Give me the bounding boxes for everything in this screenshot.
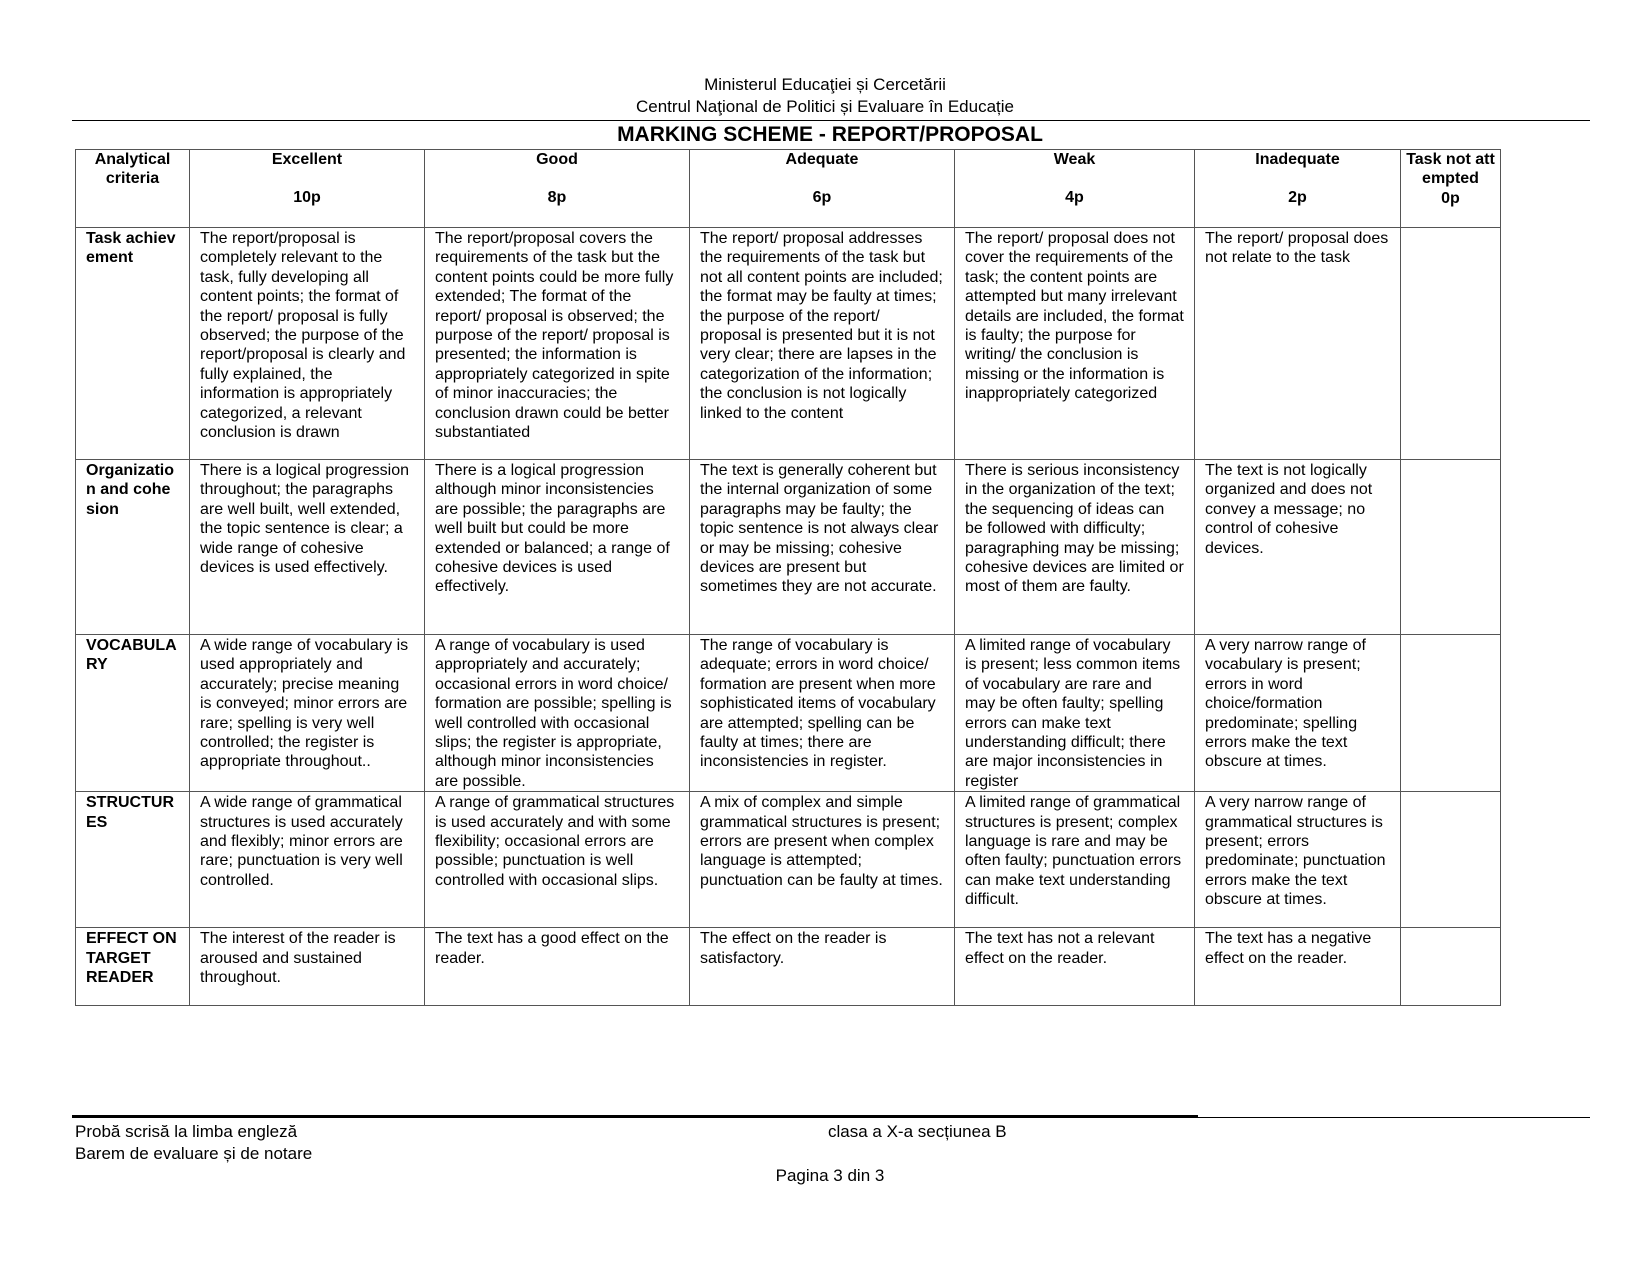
descriptor-cell: There is serious inconsistency in the organization of the text; the sequencing of ideas can be followed with difficulty; paragraphing may be missing; cohesive devices are limited or most of them are faulty. [955, 460, 1195, 635]
level-name: Task not attempted [1406, 151, 1495, 188]
table-row-task-achievement [76, 228, 1501, 460]
level-name: Good [536, 151, 578, 168]
descriptor-cell: There is a logical progression although minor inconsistencies are possible; the paragraphs are well built but could be more extended or balanced; a range of cohesive devices is used effectively. [425, 460, 690, 635]
criterion-cell: Task achievement [76, 228, 190, 460]
descriptor-cell: The report/ proposal does not relate to the task [1195, 228, 1401, 460]
descriptor-cell [1401, 228, 1501, 460]
descriptor-cell: A range of vocabulary is used appropriately and accurately; occasional errors in word choice/ formation are possible; spelling is well controlled with occasional slips; the register is appropriate, although minor inconsistencies are possible. [425, 635, 690, 792]
level-name: Adequate [785, 151, 859, 168]
exam-name: Probă scrisă la limba engleză [75, 1122, 298, 1141]
level-header-inadequate [1195, 150, 1401, 228]
descriptor-cell: A wide range of vocabulary is used appropriately and accurately; precise meaning is conveyed; minor errors are rare; spelling is very well controlled; the register is appropriate throughout.. [190, 635, 425, 792]
descriptor-cell: There is a logical progression throughout; the paragraphs are well built, well extended, the topic sentence is clear; a wide range of cohesive devices is used effectively. [190, 460, 425, 635]
level-points: 6p [812, 189, 832, 207]
level-points: 10p [293, 189, 321, 207]
level-points: 8p [547, 189, 567, 207]
level-header-excellent [190, 150, 425, 228]
descriptor-cell: The effect on the reader is satisfactory. [690, 928, 955, 1006]
descriptor-cell: The text is generally coherent but the internal organization of some paragraphs may be faulty; the topic sentence is not always clear or may be missing; cohesive devices are present but sometimes they are not accurate. [690, 460, 955, 635]
marking-scheme-table [75, 149, 1501, 1006]
ministry-name: Ministerul Educaţiei și Cercetării [704, 75, 946, 94]
document-title: MARKING SCHEME - REPORT/PROPOSAL [617, 123, 1043, 146]
descriptor-cell: The text has a negative effect on the reader. [1195, 928, 1401, 1006]
criterion-cell [76, 460, 190, 635]
footer-left [75, 1121, 312, 1165]
criterion-cell: EFFECT ON TARGET READER [76, 928, 190, 1006]
descriptor-cell: A mix of complex and simple grammatical structures is present; errors are present when complex language is attempted; punctuation can be faulty at times. [690, 792, 955, 928]
level-header-weak [955, 150, 1195, 228]
class-section: clasa a X-a secțiunea B [828, 1122, 1007, 1141]
descriptor-cell: A very narrow range of vocabulary is present; errors in word choice/formation predominate; spelling errors make the text obscure at times. [1195, 635, 1401, 792]
level-points: 4p [1065, 189, 1084, 207]
descriptor-cell: A limited range of vocabulary is present; less common items of vocabulary are rare and may be often faulty; spelling errors can make text understanding difficult; there are major inconsistencies in register [955, 635, 1195, 792]
level-header-not-attempted [1401, 150, 1501, 228]
level-name: Inadequate [1255, 151, 1340, 168]
descriptor-cell: The range of vocabulary is adequate; errors in word choice/ formation are present when more sophisticated items of vocabulary are attempted; spelling can be faulty at times; there are inconsistencies in register. [690, 635, 955, 792]
descriptor-cell [1401, 792, 1501, 928]
descriptor-cell: The report/ proposal does not cover the requirements of the task; the content points are attempted but many irrelevant details are included, the format is faulty; the purpose for writing/ the conclusion is missing or the information is inappropriately categorized [955, 228, 1195, 460]
descriptor-cell: The report/ proposal addresses the requirements of the task but not all content points are included; the format may be faulty at times; the purpose of the report/ proposal is presented but it is not very clear; there are lapses in the categorization of the information; the conclusion is not logically linked to the content [690, 228, 955, 460]
descriptor-cell: The report/proposal is completely relevant to the task, fully developing all content points; the format of the report/ proposal is fully observed; the purpose of the report/proposal is clearly and fully explained, the information is appropriately categorized, a relevant conclusion is drawn [190, 228, 425, 460]
descriptor-cell: A limited range of grammatical structures is present; complex language is rare and may be often faulty; punctuation errors can make text understanding difficult. [955, 792, 1195, 928]
level-points: 2p [1288, 189, 1307, 207]
descriptor-cell: A wide range of grammatical structures is used accurately and flexibly; minor errors are rare; punctuation is very well controlled. [190, 792, 425, 928]
descriptor-cell: The text has a good effect on the reader. [425, 928, 690, 1006]
header-divider [72, 120, 1590, 121]
descriptor-cell [1401, 460, 1501, 635]
criterion-cell: STRUCTURES [76, 792, 190, 928]
table-row-organization [76, 460, 1501, 635]
descriptor-cell: The report/proposal covers the requirements of the task but the content points could be more fully extended; The format of the report/ proposal is observed; the purpose of the report/ proposal is presented; the information is appropriately categorized in spite of minor inaccuracies; the conclusion drawn could be better substantiated [425, 228, 690, 460]
descriptor-cell [1401, 635, 1501, 792]
descriptor-cell: The text has not a relevant effect on the reader. [955, 928, 1195, 1006]
header-row [76, 150, 1501, 228]
page-header [0, 74, 1650, 118]
descriptor-cell: A range of grammatical structures is used accurately and with some flexibility; occasional errors are possible; punctuation is well controlled with occasional slips. [425, 792, 690, 928]
level-name: Excellent [271, 151, 343, 168]
center-name: Centrul Naţional de Politici și Evaluare în Educație [636, 97, 1014, 116]
level-name: Weak [1053, 151, 1096, 168]
criterion-cell: VOCABULARY [76, 635, 190, 792]
page-number: Pagina 3 din 3 [775, 1166, 885, 1185]
descriptor-cell: The interest of the reader is aroused and sustained throughout. [190, 928, 425, 1006]
table-row-effect-on-reader [76, 928, 1501, 1006]
descriptor-cell: A very narrow range of grammatical structures is present; errors predominate; punctuation errors make the text obscure at times. [1195, 792, 1401, 928]
level-header-good [425, 150, 690, 228]
descriptor-cell: The text is not logically organized and does not convey a message; no control of cohesive devices. [1195, 460, 1401, 635]
level-header-adequate [690, 150, 955, 228]
descriptor-cell [1401, 928, 1501, 1006]
scheme-name: Barem de evaluare și de notare [75, 1144, 313, 1163]
table-row-structures [76, 792, 1501, 928]
level-points: 0p [1441, 189, 1460, 207]
criterion-label: Organization and cohesion [86, 462, 175, 518]
footer-divider [72, 1117, 1590, 1118]
table-row-vocabulary [76, 635, 1501, 792]
criteria-header: Analytical criteria [76, 150, 190, 228]
